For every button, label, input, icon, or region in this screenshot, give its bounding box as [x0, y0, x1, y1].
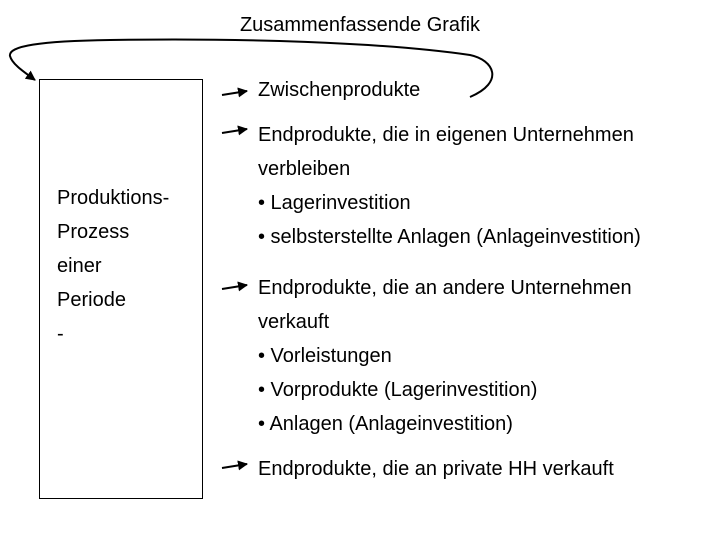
output-line: verbleiben	[258, 158, 351, 180]
output-line: Endprodukte, die an andere Unternehmen	[258, 277, 632, 299]
output-bullet: • Vorprodukte (Lagerinvestition)	[258, 379, 538, 401]
output-line: Zwischenprodukte	[258, 79, 421, 101]
arrow-endprodukte-hh	[222, 464, 247, 468]
output-bullet: • Anlagen (Anlageinvestition)	[258, 413, 513, 435]
process-dash: -	[57, 323, 64, 345]
process-label-line: Produktions-	[57, 187, 170, 209]
output-line: Endprodukte, die an private HH verkauft	[258, 458, 614, 480]
output-endprodukte-andere-unternehmen	[258, 271, 632, 441]
output-bullet: • Vorleistungen	[258, 345, 392, 367]
output-line: Endprodukte, die in eigenen Unternehmen	[258, 124, 634, 146]
output-bullet: • Lagerinvestition	[258, 192, 411, 214]
output-endprodukte-private-hh	[258, 452, 614, 486]
diagram-title: Zusammenfassende Grafik	[239, 14, 481, 36]
output-bullet: • selbsterstellte Anlagen (Anlageinvestition)	[258, 226, 641, 248]
process-label-line: einer	[57, 255, 102, 277]
output-line: verkauft	[258, 311, 330, 333]
arrow-endprodukte-andere	[222, 285, 247, 289]
arrow-zwischenprodukte	[222, 91, 247, 95]
output-endprodukte-eigene-unternehmen	[258, 118, 641, 254]
arrow-endprodukte-eigene	[222, 129, 247, 133]
process-label-line: Periode	[57, 289, 126, 311]
output-zwischenprodukte	[258, 73, 420, 107]
process-label-line: Prozess	[57, 221, 130, 243]
